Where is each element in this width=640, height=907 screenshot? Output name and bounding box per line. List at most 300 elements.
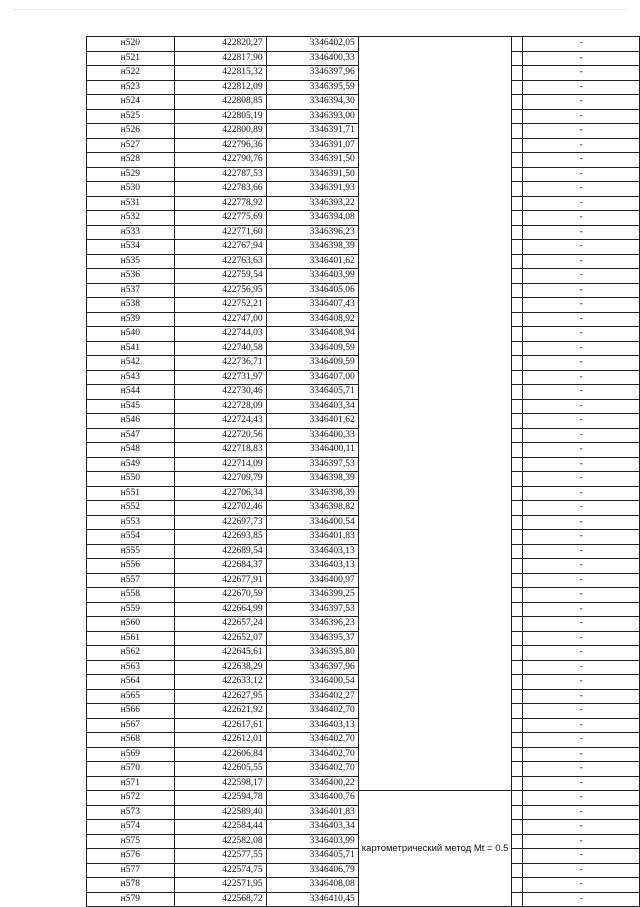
dash-cell: - — [523, 501, 640, 516]
coord-x: 422689,54 — [174, 544, 266, 559]
point-name: н572 — [87, 791, 175, 806]
point-name: н570 — [87, 762, 175, 777]
dash-cell: - — [523, 675, 640, 690]
coord-y: 3346401,83 — [266, 805, 358, 820]
coord-x: 422778,92 — [174, 196, 266, 211]
coord-x: 422747,00 — [174, 312, 266, 327]
coord-x: 422736,71 — [174, 356, 266, 371]
coord-y: 3346405,71 — [266, 849, 358, 864]
column-gap — [512, 588, 523, 603]
column-gap — [512, 486, 523, 501]
dash-cell: - — [523, 762, 640, 777]
column-gap — [512, 646, 523, 661]
dash-cell: - — [523, 341, 640, 356]
coord-y: 3346403,34 — [266, 399, 358, 414]
column-gap — [512, 834, 523, 849]
coord-x: 422744,03 — [174, 327, 266, 342]
column-gap — [512, 51, 523, 66]
point-name: н550 — [87, 472, 175, 487]
column-gap — [512, 675, 523, 690]
coord-x: 422740,58 — [174, 341, 266, 356]
dash-cell: - — [523, 51, 640, 66]
column-gap — [512, 457, 523, 472]
column-gap — [512, 211, 523, 226]
dash-cell: - — [523, 805, 640, 820]
coord-x: 422621,92 — [174, 704, 266, 719]
point-name: н545 — [87, 399, 175, 414]
method-cell-empty — [358, 37, 512, 791]
coord-y: 3346391,93 — [266, 182, 358, 197]
point-name: н564 — [87, 675, 175, 690]
coord-y: 3346402,70 — [266, 733, 358, 748]
point-name: н549 — [87, 457, 175, 472]
point-name: н553 — [87, 515, 175, 530]
point-name: н568 — [87, 733, 175, 748]
dash-cell: - — [523, 646, 640, 661]
point-name: н559 — [87, 602, 175, 617]
coord-y: 3346402,70 — [266, 762, 358, 777]
coord-y: 3346403,99 — [266, 269, 358, 284]
coord-x: 422759,54 — [174, 269, 266, 284]
coord-x: 422571,95 — [174, 878, 266, 893]
coord-y: 3346403,13 — [266, 718, 358, 733]
dash-cell: - — [523, 457, 640, 472]
dash-cell: - — [523, 109, 640, 124]
point-name: н529 — [87, 167, 175, 182]
coord-x: 422697,73 — [174, 515, 266, 530]
dash-cell: - — [523, 704, 640, 719]
column-gap — [512, 849, 523, 864]
coord-y: 3346391,50 — [266, 153, 358, 168]
dash-cell: - — [523, 138, 640, 153]
dash-cell: - — [523, 791, 640, 806]
coord-x: 422582,08 — [174, 834, 266, 849]
point-name: н531 — [87, 196, 175, 211]
coord-x: 422702,46 — [174, 501, 266, 516]
point-name: н554 — [87, 530, 175, 545]
dash-cell: - — [523, 167, 640, 182]
dash-cell: - — [523, 718, 640, 733]
dash-cell: - — [523, 530, 640, 545]
point-name: н541 — [87, 341, 175, 356]
column-gap — [512, 544, 523, 559]
coord-x: 422638,29 — [174, 660, 266, 675]
point-name: н546 — [87, 414, 175, 429]
column-gap — [512, 66, 523, 81]
dash-cell: - — [523, 254, 640, 269]
point-name: н565 — [87, 689, 175, 704]
column-gap — [512, 559, 523, 574]
coord-y: 3346402,27 — [266, 689, 358, 704]
point-name: н538 — [87, 298, 175, 313]
coord-y: 3346398,39 — [266, 472, 358, 487]
coord-y: 3346403,34 — [266, 820, 358, 835]
column-gap — [512, 95, 523, 110]
dash-cell: - — [523, 124, 640, 139]
coord-y: 3346402,70 — [266, 747, 358, 762]
column-gap — [512, 37, 523, 52]
point-name: н552 — [87, 501, 175, 516]
coord-y: 3346394,30 — [266, 95, 358, 110]
point-name: н537 — [87, 283, 175, 298]
coord-y: 3346396,23 — [266, 225, 358, 240]
coord-x: 422684,37 — [174, 559, 266, 574]
column-gap — [512, 776, 523, 791]
coord-y: 3346406,79 — [266, 863, 358, 878]
coord-x: 422756,95 — [174, 283, 266, 298]
coord-x: 422800,89 — [174, 124, 266, 139]
coord-y: 3346398,82 — [266, 501, 358, 516]
column-gap — [512, 762, 523, 777]
coord-y: 3346407,43 — [266, 298, 358, 313]
column-gap — [512, 254, 523, 269]
coord-y: 3346405,06 — [266, 283, 358, 298]
column-gap — [512, 805, 523, 820]
coord-x: 422805,19 — [174, 109, 266, 124]
coordinates-table — [86, 36, 640, 907]
dash-cell: - — [523, 747, 640, 762]
dash-cell: - — [523, 153, 640, 168]
point-name: н567 — [87, 718, 175, 733]
point-name: н527 — [87, 138, 175, 153]
coord-x: 422677,91 — [174, 573, 266, 588]
column-gap — [512, 138, 523, 153]
column-gap — [512, 718, 523, 733]
dash-cell: - — [523, 356, 640, 371]
column-gap — [512, 689, 523, 704]
coordinates-table-body — [87, 37, 640, 907]
column-gap — [512, 660, 523, 675]
point-name: н574 — [87, 820, 175, 835]
point-name: н555 — [87, 544, 175, 559]
coord-y: 3346408,94 — [266, 327, 358, 342]
coord-x: 422771,60 — [174, 225, 266, 240]
coord-y: 3346410,45 — [266, 892, 358, 907]
coord-x: 422728,09 — [174, 399, 266, 414]
coord-y: 3346400,11 — [266, 443, 358, 458]
dash-cell: - — [523, 573, 640, 588]
coord-y: 3346396,23 — [266, 617, 358, 632]
dash-cell: - — [523, 399, 640, 414]
column-gap — [512, 399, 523, 414]
dash-cell: - — [523, 80, 640, 95]
dash-cell: - — [523, 863, 640, 878]
scan-header-line — [14, 9, 626, 14]
coord-y: 3346400,33 — [266, 428, 358, 443]
column-gap — [512, 269, 523, 284]
dash-cell: - — [523, 37, 640, 52]
coord-y: 3346395,37 — [266, 631, 358, 646]
dash-cell: - — [523, 298, 640, 313]
point-name: н539 — [87, 312, 175, 327]
column-gap — [512, 747, 523, 762]
coord-x: 422815,32 — [174, 66, 266, 81]
dash-cell: - — [523, 660, 640, 675]
column-gap — [512, 356, 523, 371]
coord-x: 422598,17 — [174, 776, 266, 791]
column-gap — [512, 124, 523, 139]
coord-x: 422808,85 — [174, 95, 266, 110]
column-gap — [512, 878, 523, 893]
point-name: н533 — [87, 225, 175, 240]
coord-x: 422589,40 — [174, 805, 266, 820]
coord-x: 422775,69 — [174, 211, 266, 226]
column-gap — [512, 428, 523, 443]
dash-cell: - — [523, 240, 640, 255]
point-name: н577 — [87, 863, 175, 878]
dash-cell: - — [523, 602, 640, 617]
dash-cell: - — [523, 196, 640, 211]
coord-y: 3346400,54 — [266, 675, 358, 690]
column-gap — [512, 225, 523, 240]
point-name: н526 — [87, 124, 175, 139]
dash-cell: - — [523, 269, 640, 284]
coord-x: 422724,43 — [174, 414, 266, 429]
coord-y: 3346401,83 — [266, 530, 358, 545]
column-gap — [512, 298, 523, 313]
coord-y: 3346400,76 — [266, 791, 358, 806]
dash-cell: - — [523, 225, 640, 240]
coord-x: 422796,36 — [174, 138, 266, 153]
dash-cell: - — [523, 849, 640, 864]
coord-x: 422787,53 — [174, 167, 266, 182]
column-gap — [512, 80, 523, 95]
coord-y: 3346391,71 — [266, 124, 358, 139]
table-row — [87, 37, 640, 52]
column-gap — [512, 341, 523, 356]
coord-x: 422709,79 — [174, 472, 266, 487]
point-name: н561 — [87, 631, 175, 646]
coord-y: 3346405,71 — [266, 385, 358, 400]
coord-x: 422706,34 — [174, 486, 266, 501]
coord-y: 3346400,33 — [266, 51, 358, 66]
point-name: н579 — [87, 892, 175, 907]
point-name: н547 — [87, 428, 175, 443]
column-gap — [512, 327, 523, 342]
column-gap — [512, 892, 523, 907]
coord-y: 3346397,53 — [266, 602, 358, 617]
column-gap — [512, 602, 523, 617]
column-gap — [512, 312, 523, 327]
coord-y: 3346397,96 — [266, 66, 358, 81]
dash-cell: - — [523, 182, 640, 197]
coord-x: 422652,07 — [174, 631, 266, 646]
coord-y: 3346397,53 — [266, 457, 358, 472]
dash-cell: - — [523, 544, 640, 559]
dash-cell: - — [523, 617, 640, 632]
column-gap — [512, 820, 523, 835]
point-name: н535 — [87, 254, 175, 269]
point-name: н575 — [87, 834, 175, 849]
point-name: н528 — [87, 153, 175, 168]
dash-cell: - — [523, 689, 640, 704]
point-name: н558 — [87, 588, 175, 603]
point-name: н525 — [87, 109, 175, 124]
column-gap — [512, 182, 523, 197]
column-gap — [512, 515, 523, 530]
point-name: н569 — [87, 747, 175, 762]
column-gap — [512, 414, 523, 429]
coord-x: 422657,24 — [174, 617, 266, 632]
dash-cell: - — [523, 515, 640, 530]
point-name: н520 — [87, 37, 175, 52]
dash-cell: - — [523, 370, 640, 385]
point-name: н524 — [87, 95, 175, 110]
dash-cell: - — [523, 486, 640, 501]
coord-y: 3346395,59 — [266, 80, 358, 95]
coord-x: 422714,09 — [174, 457, 266, 472]
coord-y: 3346393,00 — [266, 109, 358, 124]
column-gap — [512, 443, 523, 458]
coord-x: 422594,78 — [174, 791, 266, 806]
coord-y: 3346399,25 — [266, 588, 358, 603]
point-name: н543 — [87, 370, 175, 385]
column-gap — [512, 631, 523, 646]
point-name: н522 — [87, 66, 175, 81]
coord-y: 3346402,70 — [266, 704, 358, 719]
coord-x: 422574,75 — [174, 863, 266, 878]
dash-cell: - — [523, 820, 640, 835]
dash-cell: - — [523, 588, 640, 603]
column-gap — [512, 791, 523, 806]
coord-y: 3346408,92 — [266, 312, 358, 327]
dash-cell: - — [523, 631, 640, 646]
coord-x: 422767,94 — [174, 240, 266, 255]
column-gap — [512, 617, 523, 632]
coord-y: 3346400,22 — [266, 776, 358, 791]
dash-cell: - — [523, 327, 640, 342]
column-gap — [512, 573, 523, 588]
coord-y: 3346409,59 — [266, 356, 358, 371]
column-gap — [512, 283, 523, 298]
dash-cell: - — [523, 385, 640, 400]
coord-x: 422730,46 — [174, 385, 266, 400]
dash-cell: - — [523, 878, 640, 893]
coord-x: 422812,09 — [174, 80, 266, 95]
column-gap — [512, 501, 523, 516]
dash-cell: - — [523, 733, 640, 748]
coord-y: 3346401,62 — [266, 414, 358, 429]
coord-y: 3346400,97 — [266, 573, 358, 588]
dash-cell: - — [523, 776, 640, 791]
table-row — [87, 791, 640, 806]
point-name: н536 — [87, 269, 175, 284]
coord-y: 3346391,07 — [266, 138, 358, 153]
column-gap — [512, 385, 523, 400]
coord-x: 422627,95 — [174, 689, 266, 704]
point-name: н548 — [87, 443, 175, 458]
dash-cell: - — [523, 834, 640, 849]
coord-y: 3346409,59 — [266, 341, 358, 356]
point-name: н523 — [87, 80, 175, 95]
column-gap — [512, 196, 523, 211]
coord-y: 3346398,39 — [266, 486, 358, 501]
coord-x: 422693,85 — [174, 530, 266, 545]
column-gap — [512, 863, 523, 878]
coord-x: 422731,97 — [174, 370, 266, 385]
coord-x: 422617,61 — [174, 718, 266, 733]
coord-x: 422612,01 — [174, 733, 266, 748]
point-name: н560 — [87, 617, 175, 632]
coord-x: 422606,84 — [174, 747, 266, 762]
dash-cell: - — [523, 283, 640, 298]
dash-cell: - — [523, 414, 640, 429]
dash-cell: - — [523, 892, 640, 907]
method-note: картометрический метод Mt = 0.5 — [358, 791, 512, 907]
dash-cell: - — [523, 559, 640, 574]
dash-cell: - — [523, 211, 640, 226]
point-name: н551 — [87, 486, 175, 501]
point-name: н542 — [87, 356, 175, 371]
column-gap — [512, 370, 523, 385]
coord-x: 422605,55 — [174, 762, 266, 777]
coord-y: 3346403,13 — [266, 559, 358, 574]
dash-cell: - — [523, 66, 640, 81]
coord-y: 3346400,54 — [266, 515, 358, 530]
point-name: н566 — [87, 704, 175, 719]
coord-y: 3346407,00 — [266, 370, 358, 385]
coord-x: 422817,90 — [174, 51, 266, 66]
coord-x: 422577,55 — [174, 849, 266, 864]
coord-x: 422763,63 — [174, 254, 266, 269]
point-name: н544 — [87, 385, 175, 400]
point-name: н530 — [87, 182, 175, 197]
dash-cell: - — [523, 312, 640, 327]
coord-x: 422718,83 — [174, 443, 266, 458]
point-name: н563 — [87, 660, 175, 675]
coord-x: 422783,66 — [174, 182, 266, 197]
coord-y: 3346401,62 — [266, 254, 358, 269]
dash-cell: - — [523, 443, 640, 458]
dash-cell: - — [523, 95, 640, 110]
column-gap — [512, 704, 523, 719]
point-name: н562 — [87, 646, 175, 661]
point-name: н571 — [87, 776, 175, 791]
coord-x: 422820,27 — [174, 37, 266, 52]
point-name: н573 — [87, 805, 175, 820]
coord-x: 422790,76 — [174, 153, 266, 168]
column-gap — [512, 167, 523, 182]
coord-y: 3346403,99 — [266, 834, 358, 849]
point-name: н556 — [87, 559, 175, 574]
point-name: н557 — [87, 573, 175, 588]
column-gap — [512, 109, 523, 124]
column-gap — [512, 530, 523, 545]
point-name: н576 — [87, 849, 175, 864]
coord-x: 422752,21 — [174, 298, 266, 313]
coord-x: 422720,56 — [174, 428, 266, 443]
coord-x: 422633,12 — [174, 675, 266, 690]
column-gap — [512, 733, 523, 748]
coord-x: 422664,99 — [174, 602, 266, 617]
coord-y: 3346393,22 — [266, 196, 358, 211]
point-name: н578 — [87, 878, 175, 893]
coord-y: 3346403,13 — [266, 544, 358, 559]
coord-x: 422568,72 — [174, 892, 266, 907]
coord-y: 3346398,39 — [266, 240, 358, 255]
coord-x: 422645,61 — [174, 646, 266, 661]
point-name: н521 — [87, 51, 175, 66]
coord-y: 3346408,08 — [266, 878, 358, 893]
coord-y: 3346395,80 — [266, 646, 358, 661]
coord-x: 422670,59 — [174, 588, 266, 603]
dash-cell: - — [523, 472, 640, 487]
point-name: н540 — [87, 327, 175, 342]
dash-cell: - — [523, 428, 640, 443]
coord-x: 422584,44 — [174, 820, 266, 835]
coord-y: 3346402,05 — [266, 37, 358, 52]
column-gap — [512, 153, 523, 168]
